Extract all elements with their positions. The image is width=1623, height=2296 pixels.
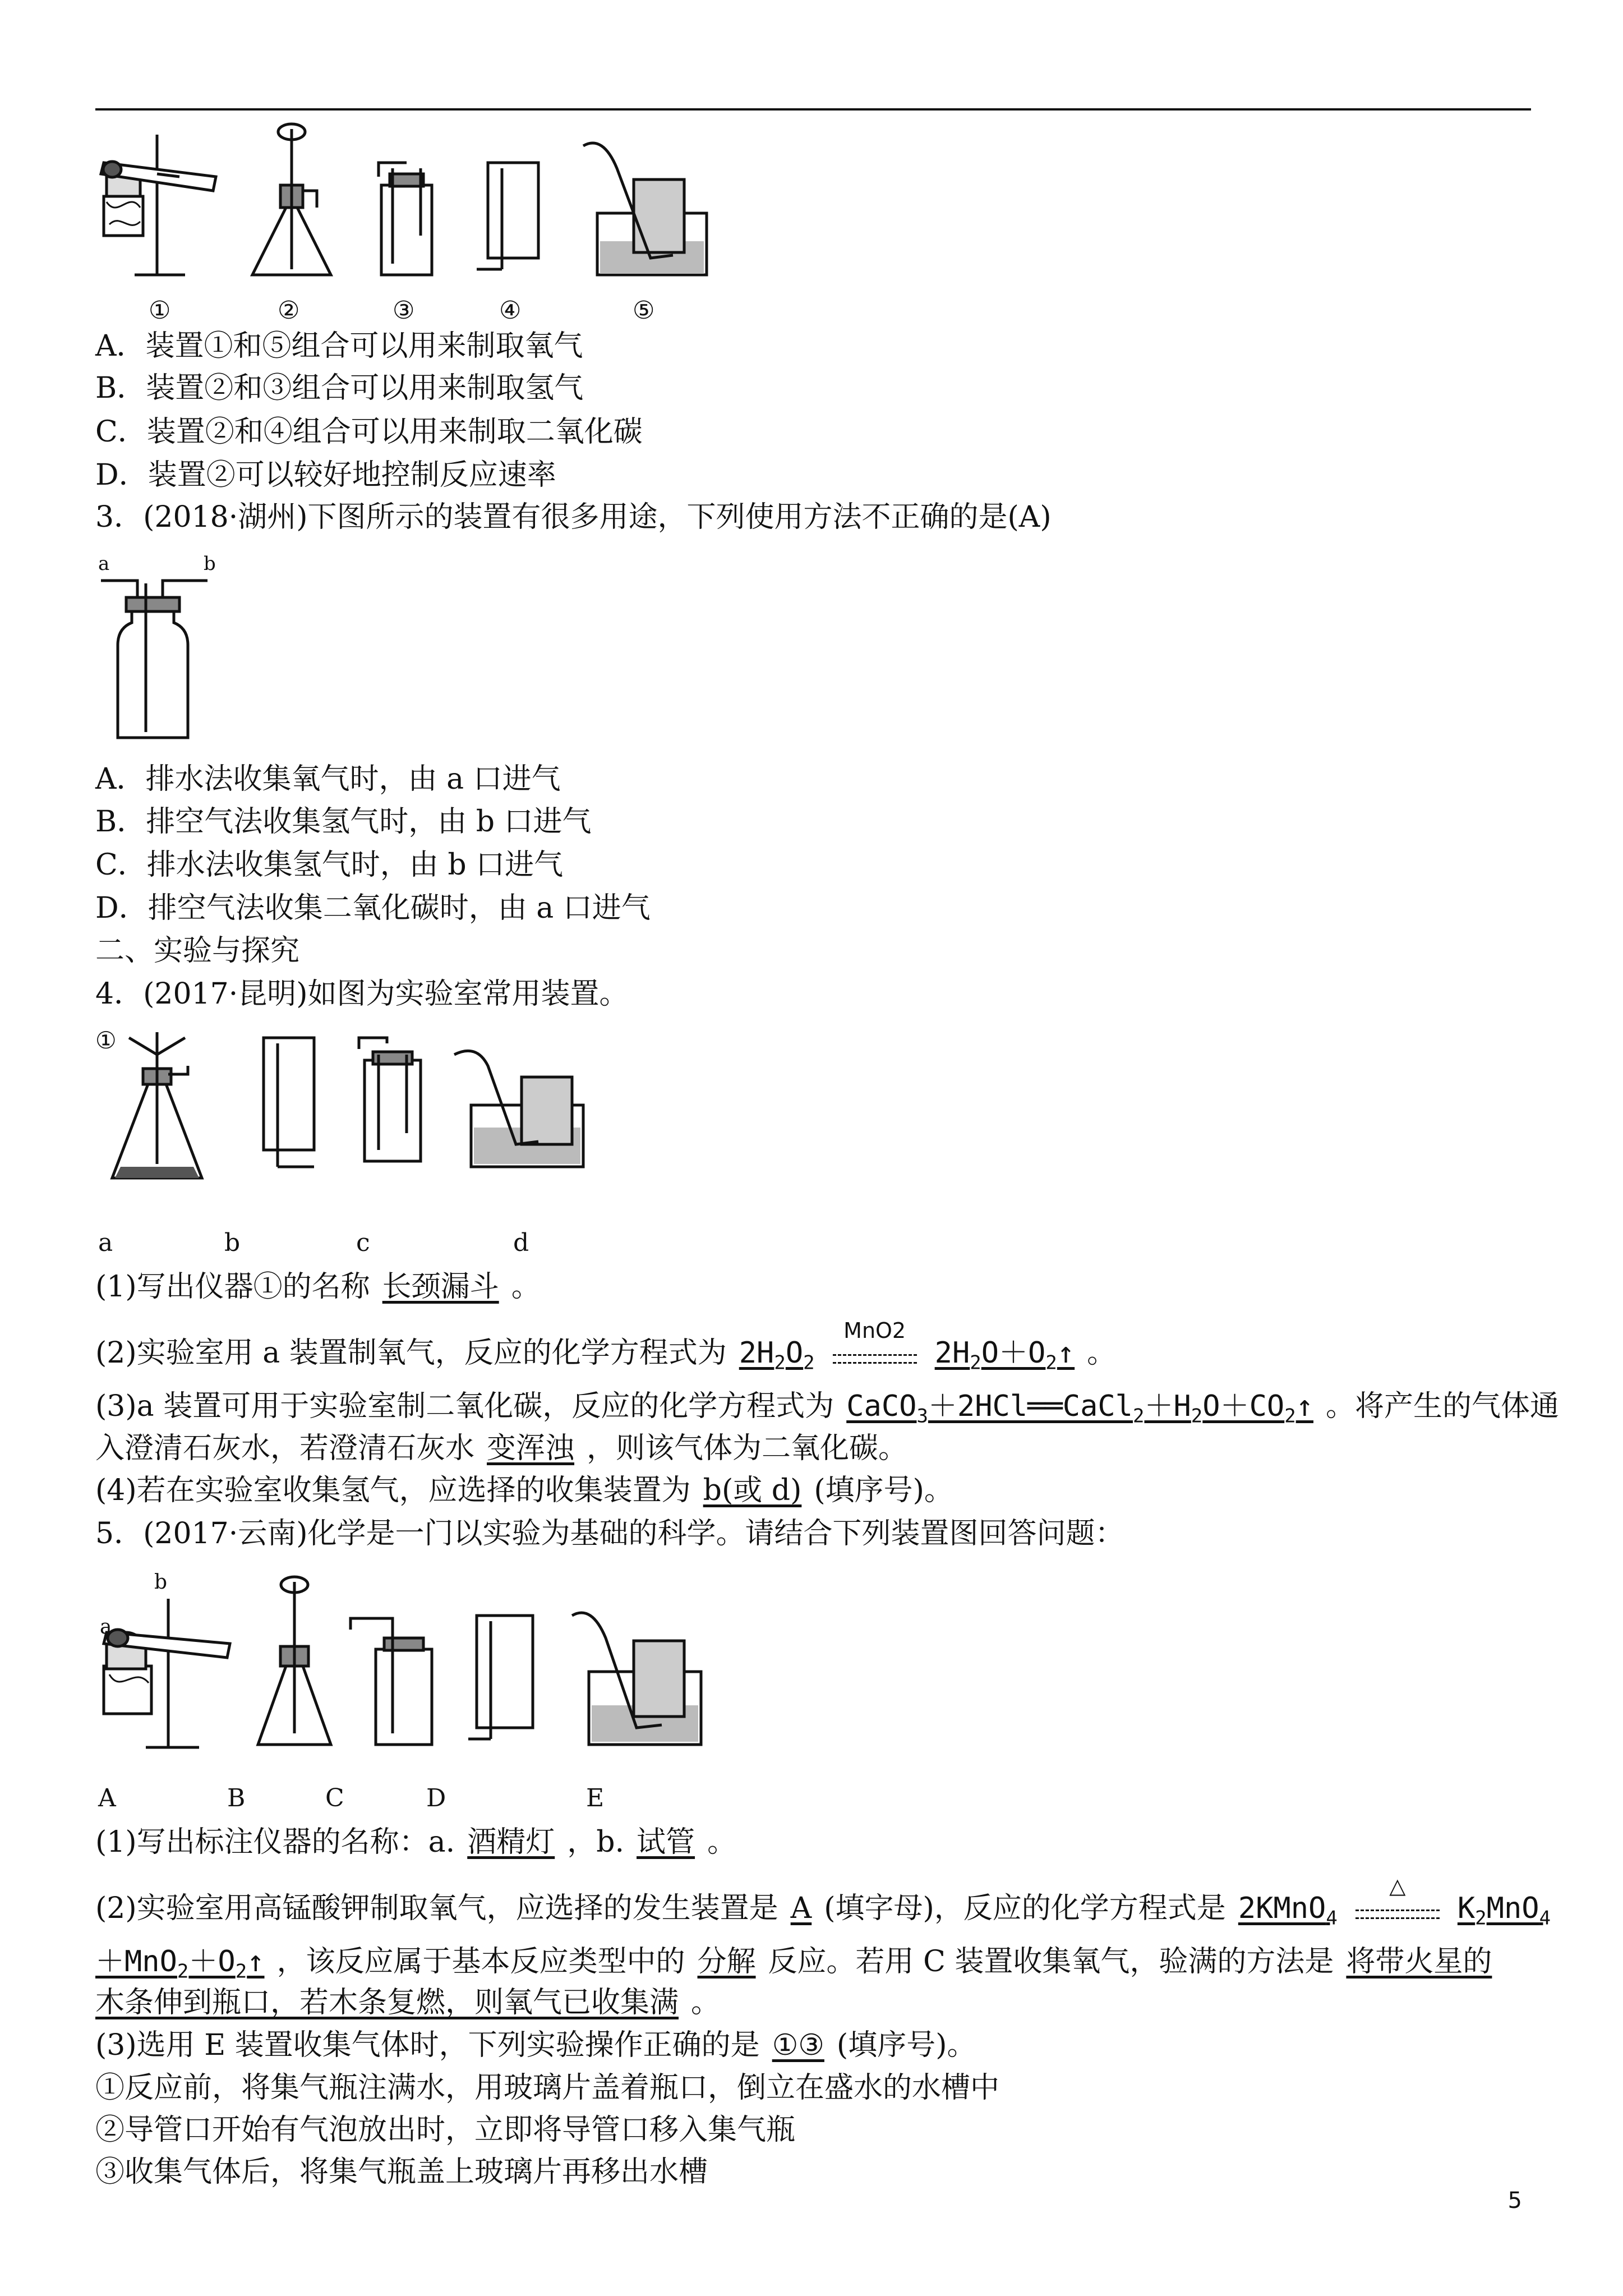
q5-label-D: D (426, 1784, 446, 1812)
fig1-label-5: ⑤ (633, 296, 655, 325)
q5-stem: 5．(2017·云南)化学是一门以实验为基础的科学。请结合下列装置图回答问题： (95, 1517, 1124, 1550)
header-rule (95, 108, 1531, 111)
q5-fig-label-b: b (154, 1571, 168, 1594)
q4-answer-3: $CaCO_3+2HCl══CaCl_2+H_2O+CO_2↑$ (846, 1389, 1313, 1428)
reaction-condition-mno2: MnO2 (827, 1337, 923, 1373)
q4-fig-marker: ① (95, 1027, 117, 1054)
q4-part-3: (3)a 装置可用于实验室制二氧化碳，反应的化学方程式为 $CaCO_3+2HCl══CaCl_2+H_2O+CO_2↑$ 。将产生的气体通 (95, 1389, 1560, 1428)
q4-part-1: (1)写出仪器①的名称 长颈漏斗 。 (95, 1270, 541, 1304)
q4-fig-label-b: b (224, 1228, 241, 1257)
q5-answer-4: ①③ (772, 2028, 824, 2062)
inverted-bottle-4 (477, 163, 538, 269)
apparatus-figure-q4 (95, 1021, 656, 1189)
section-heading: 二、实验与探究 (95, 934, 300, 968)
q5-answer-1b: 试管 (637, 1825, 695, 1859)
q5-answer-1a: 酒精灯 (467, 1825, 555, 1859)
q3-option-a: A．排水法收集氧气时，由 a 口进气 (95, 762, 561, 796)
q5-part-2: (2)实验室用高锰酸钾制取氧气，应选择的发生装置是 A (填字母)，反应的化学方程式是 2KMnO$_4$ △ $K_2MnO_4$ (95, 1873, 1551, 1930)
q5-label-C: C (325, 1784, 344, 1812)
q4-answer-4: b(或 d) (703, 1474, 802, 1507)
q3-fig-label-b: b (204, 553, 216, 575)
q5-answer-2: A (790, 1892, 812, 1925)
fig1-label-2: ② (278, 296, 300, 325)
q5-item-2: ②导管口开始有气泡放出时，立即将导管口移入集气瓶 (95, 2113, 796, 2147)
q4-stem: 4．(2017·昆明)如图为实验室常用装置。 (95, 977, 629, 1011)
q2-option-c: C．装置②和④组合可以用来制取二氧化碳 (95, 415, 643, 449)
fig1-label-3: ③ (393, 296, 415, 325)
q5-answer-3b: 将带火星的 (1346, 1945, 1492, 1978)
q5-answer-3: 分解 (697, 1945, 756, 1978)
apparatus-figure-1 (95, 112, 740, 280)
fig1-label-1: ① (149, 296, 171, 325)
q5-fig-label-a: a (100, 1616, 112, 1639)
q3-option-b: B．排空气法收集氢气时，由 b 口进气 (95, 805, 592, 839)
conical-flask-2 (252, 124, 331, 275)
heating-apparatus-1 (101, 135, 216, 275)
q4-part-2: (2)实验室用 a 装置制氧气，反应的化学方程式为 $2H_2O_2$ MnO2 $2H_2O+O_2↑$ 。 (95, 1318, 1117, 1374)
q3-option-d: D．排空气法收集二氧化碳时，由 a 口进气 (95, 891, 651, 925)
q3-fig-label-a: a (98, 553, 110, 575)
q4-fig-label-d: d (513, 1228, 529, 1257)
q5-label-E: E (586, 1784, 605, 1812)
q5-part-2-cont2: 木条伸到瓶口，若木条复燃，则氧气已收集满 。 (95, 1986, 721, 2019)
q4-fig-label-a: a (98, 1228, 113, 1257)
q3-option-c: C．排水法收集氢气时，由 b 口进气 (95, 848, 564, 882)
q5-part-1: (1)写出标注仪器的名称：a. 酒精灯 ，b. 试管 。 (95, 1825, 737, 1859)
q5-part-3: (3)选用 E 装置收集气体时，下列实验操作正确的是 ①③ (填序号)。 (95, 2028, 976, 2062)
q2-option-a: A．装置①和⑤组合可以用来制取氧气 (95, 329, 583, 363)
q5-item-3: ③收集气体后，将集气瓶盖上玻璃片再移出水槽 (95, 2155, 708, 2189)
q4-part-3-cont: 入澄清石灰水，若澄清石灰水 变浑浊 ，则该气体为二氧化碳。 (95, 1432, 908, 1465)
water-trough-5 (583, 143, 707, 275)
apparatus-figure-q5 (95, 1565, 740, 1756)
q3-stem: 3．(2018·湖州)下图所示的装置有很多用途，下列使用方法不正确的是(A) (95, 500, 1052, 534)
q4-answer-3b: 变浑浊 (487, 1432, 575, 1465)
page-number: 5 (1507, 2188, 1522, 2214)
q4-answer-2: $2H_2O_2$ (739, 1336, 815, 1374)
q5-part-2-cont: $+MnO_2+O_2↑$ ，该反应属于基本反应类型中的 分解 反应。若用 C 装置收集氧气，验满的方法是 将带火星的 (95, 1944, 1504, 1989)
q4-answer-1: 长颈漏斗 (382, 1270, 499, 1304)
q2-option-b: B．装置②和③组合可以用来制取氢气 (95, 371, 584, 405)
q4-fig-label-c: c (356, 1228, 370, 1257)
q5-label-A: A (98, 1784, 116, 1812)
gas-bottle-figure (95, 572, 224, 746)
q5-label-B: B (227, 1784, 246, 1812)
reaction-condition-heat: △ (1350, 1893, 1445, 1929)
q4-part-4: (4)若在实验室收集氢气，应选择的收集装置为 b(或 d) (填序号)。 (95, 1474, 953, 1507)
q5-item-1: ①反应前，将集气瓶注满水，用玻璃片盖着瓶口，倒立在盛水的水槽中 (95, 2071, 1000, 2105)
fig1-label-4: ④ (499, 296, 522, 325)
wash-bottle-3 (379, 163, 432, 275)
q2-option-d: D．装置②可以较好地控制反应速率 (95, 458, 556, 492)
